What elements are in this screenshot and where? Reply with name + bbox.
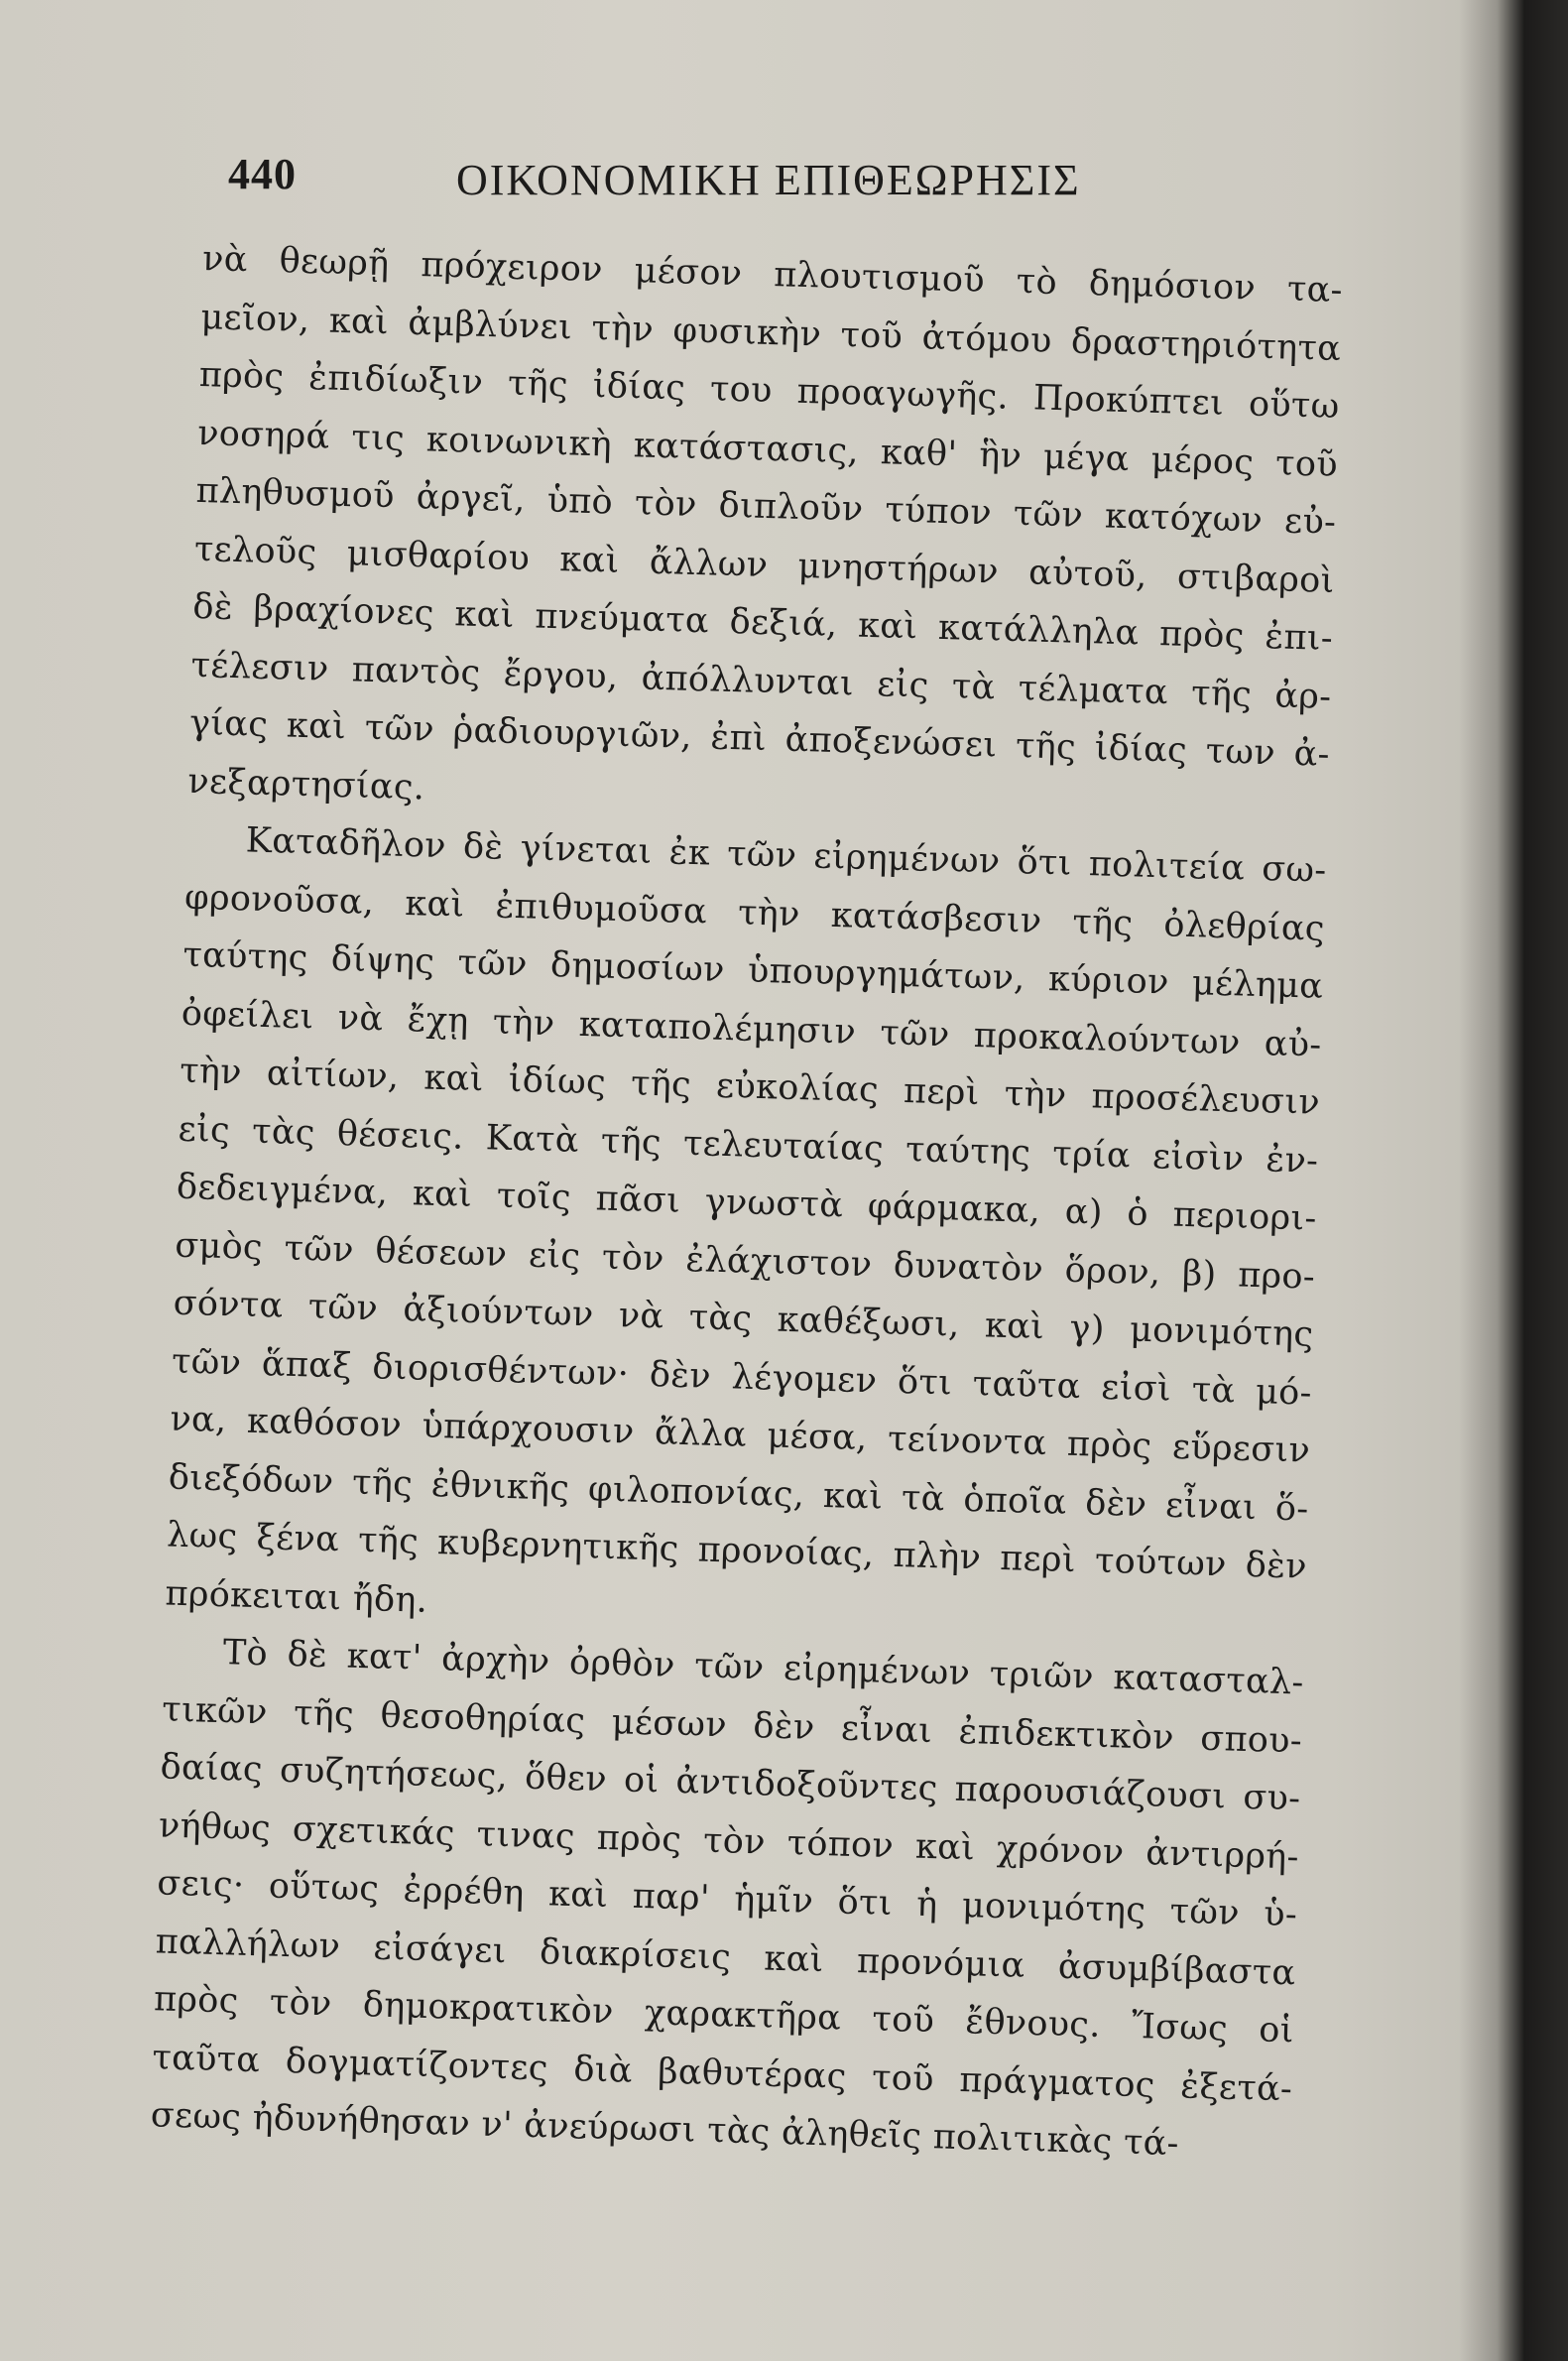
page-number: 440 [228, 150, 297, 198]
text-line: παλλήλων εἰσάγει διακρίσεις καὶ προνόμια ἀσυμβίβαστα [155, 1921, 1296, 1993]
text-line: να, καθόσον ὑπάρχουσιν ἄλλα μέσα, τείνοντα πρὸς εὕρεσιν [169, 1399, 1311, 1471]
text-line: διεξόδων τῆς ἐθνικῆς φιλοπονίας, καὶ τὰ ὁποῖα δὲν εἶναι ὅ- [168, 1457, 1309, 1530]
text-line: ταύτης δίψης τῶν δημοσίων ὑπουργημάτων, κύριον μέλημα [182, 934, 1324, 1007]
text-line: τὴν αἰτίων, καὶ ἰδίως τῆς εὐκολίας περὶ τὴν προσέλευσιν [179, 1051, 1321, 1123]
text-line: πληθυσμοῦ ἀργεῖ, ὑπὸ τὸν διπλοῦν τύπον τῶν κατόχων εὐ- [195, 470, 1337, 543]
text-line: μεῖον, καὶ ἀμβλύνει τὴν φυσικὴν τοῦ ἀτόμου δραστηριότητα [199, 297, 1342, 369]
book-gutter-shadow [1459, 0, 1568, 2361]
running-head: ΟΙΚΟΝΟΜΙΚΗ ΕΠΙΘΕΩΡΗΣΙΣ [456, 156, 1081, 204]
text-line: νοσηρά τις κοινωνικὴ κατάστασις, καθ' ἣν μέγα μέρος τοῦ [196, 413, 1339, 485]
text-line: πρὸς ἐπιδίωξιν τῆς ἰδίας του προαγωγῆς. Προκύπτει οὕτω [198, 354, 1341, 428]
page-header [228, 149, 1101, 218]
text-line: νήθως σχετικάς τινας πρὸς τὸν τόπον καὶ χρόνον ἀντιρρή- [158, 1804, 1300, 1877]
text-line: ὀφείλει νὰ ἔχῃ τὴν καταπολέμησιν τῶν προκαλούντων αὐ- [181, 993, 1323, 1065]
text-line: γίας καὶ τῶν ῥαδιουργιῶν, ἐπὶ ἀποξενώσει τῆς ἰδίας των ἀ- [188, 702, 1331, 775]
text-line: σμὸς τῶν θέσεων εἰς τὸν ἐλάχιστον δυνατὸν ὅρον, β) προ- [174, 1225, 1316, 1298]
paragraph [165, 810, 1327, 1655]
text-line: τέλεσιν παντὸς ἔργου, ἀπόλλυνται εἰς τὰ τέλματα τῆς ἀρ- [190, 645, 1332, 717]
text-line: εἰς τὰς θέσεις. Κατὰ τῆς τελευταίας ταύτης τρία εἰσὶν ἐν- [178, 1109, 1319, 1181]
text-line: λως ξένα τῆς κυβερνητικῆς προνοίας, πλὴν περὶ τούτων δὲν [166, 1515, 1308, 1587]
text-line: ταῦτα δογματίζοντες διὰ βαθυτέρας τοῦ πράγματος ἐξετά- [151, 2037, 1293, 2109]
text-line: σεις· οὕτως ἐρρέθη καὶ παρ' ἡμῖν ὅτι ἡ μονιμότης τῶν ὑ- [156, 1863, 1298, 1935]
body-text [150, 230, 1343, 2176]
text-line: Καταδῆλον δὲ γίνεται ἐκ τῶν εἰρημένων ὅτι πολιτεία σω- [245, 820, 1327, 891]
text-line: δεδειγμένα, καὶ τοῖς πᾶσι γνωστὰ φάρμακα, α) ὁ περιορι- [176, 1167, 1318, 1239]
text-line: νεξαρτησίας. [186, 761, 425, 808]
text-line: φρονοῦσα, καὶ ἐπιθυμοῦσα τὴν κατάσβεσιν τῆς ὀλεθρίας [183, 877, 1326, 949]
text-line: σόντα τῶν ἀξιούντων νὰ τὰς καθέξωσι, καὶ γ) μονιμότης [173, 1283, 1314, 1355]
text-line: δαίας συζητήσεως, ὅθεν οἱ ἀντιδοξοῦντες παρουσιάζουσι συ- [160, 1747, 1301, 1819]
text-line: πρόκειται ἤδη. [165, 1572, 428, 1621]
paragraph [150, 1622, 1304, 2175]
text-line: τελοῦς μισθαρίου καὶ ἄλλων μνηστήρων αὐτοῦ, στιβαροὶ [193, 529, 1336, 601]
text-line: πρὸς τὸν δημοκρατικὸν χαρακτῆρα τοῦ ἔθνους. Ἴσως οἱ [153, 1979, 1295, 2051]
paragraph [187, 230, 1344, 842]
text-line: τικῶν τῆς θεσοθηρίας μέσων δὲν εἶναι ἐπιδεκτικὸν σπου- [161, 1688, 1303, 1762]
text-line: τῶν ἅπαξ διορισθέντων· δὲν λέγομεν ὅτι ταῦτα εἰσὶ τὰ μό- [171, 1341, 1313, 1414]
text-line: σεως ἠδυνήθησαν ν' ἀνεύρωσι τὰς ἀληθεῖς πολιτικὰς τά- [150, 2095, 1180, 2165]
text-line: νὰ θεωρῇ πρόχειρον μέσον πλουτισμοῦ τὸ δημόσιον τα- [201, 238, 1344, 311]
text-line: δὲ βραχίονες καὶ πνεύματα δεξιά, καὶ κατάλληλα πρὸς ἐπι- [191, 586, 1334, 659]
text-line: Τὸ δὲ κατ' ἀρχὴν ὀρθὸν τῶν εἰρημένων τριῶν κατασταλ- [222, 1633, 1305, 1703]
